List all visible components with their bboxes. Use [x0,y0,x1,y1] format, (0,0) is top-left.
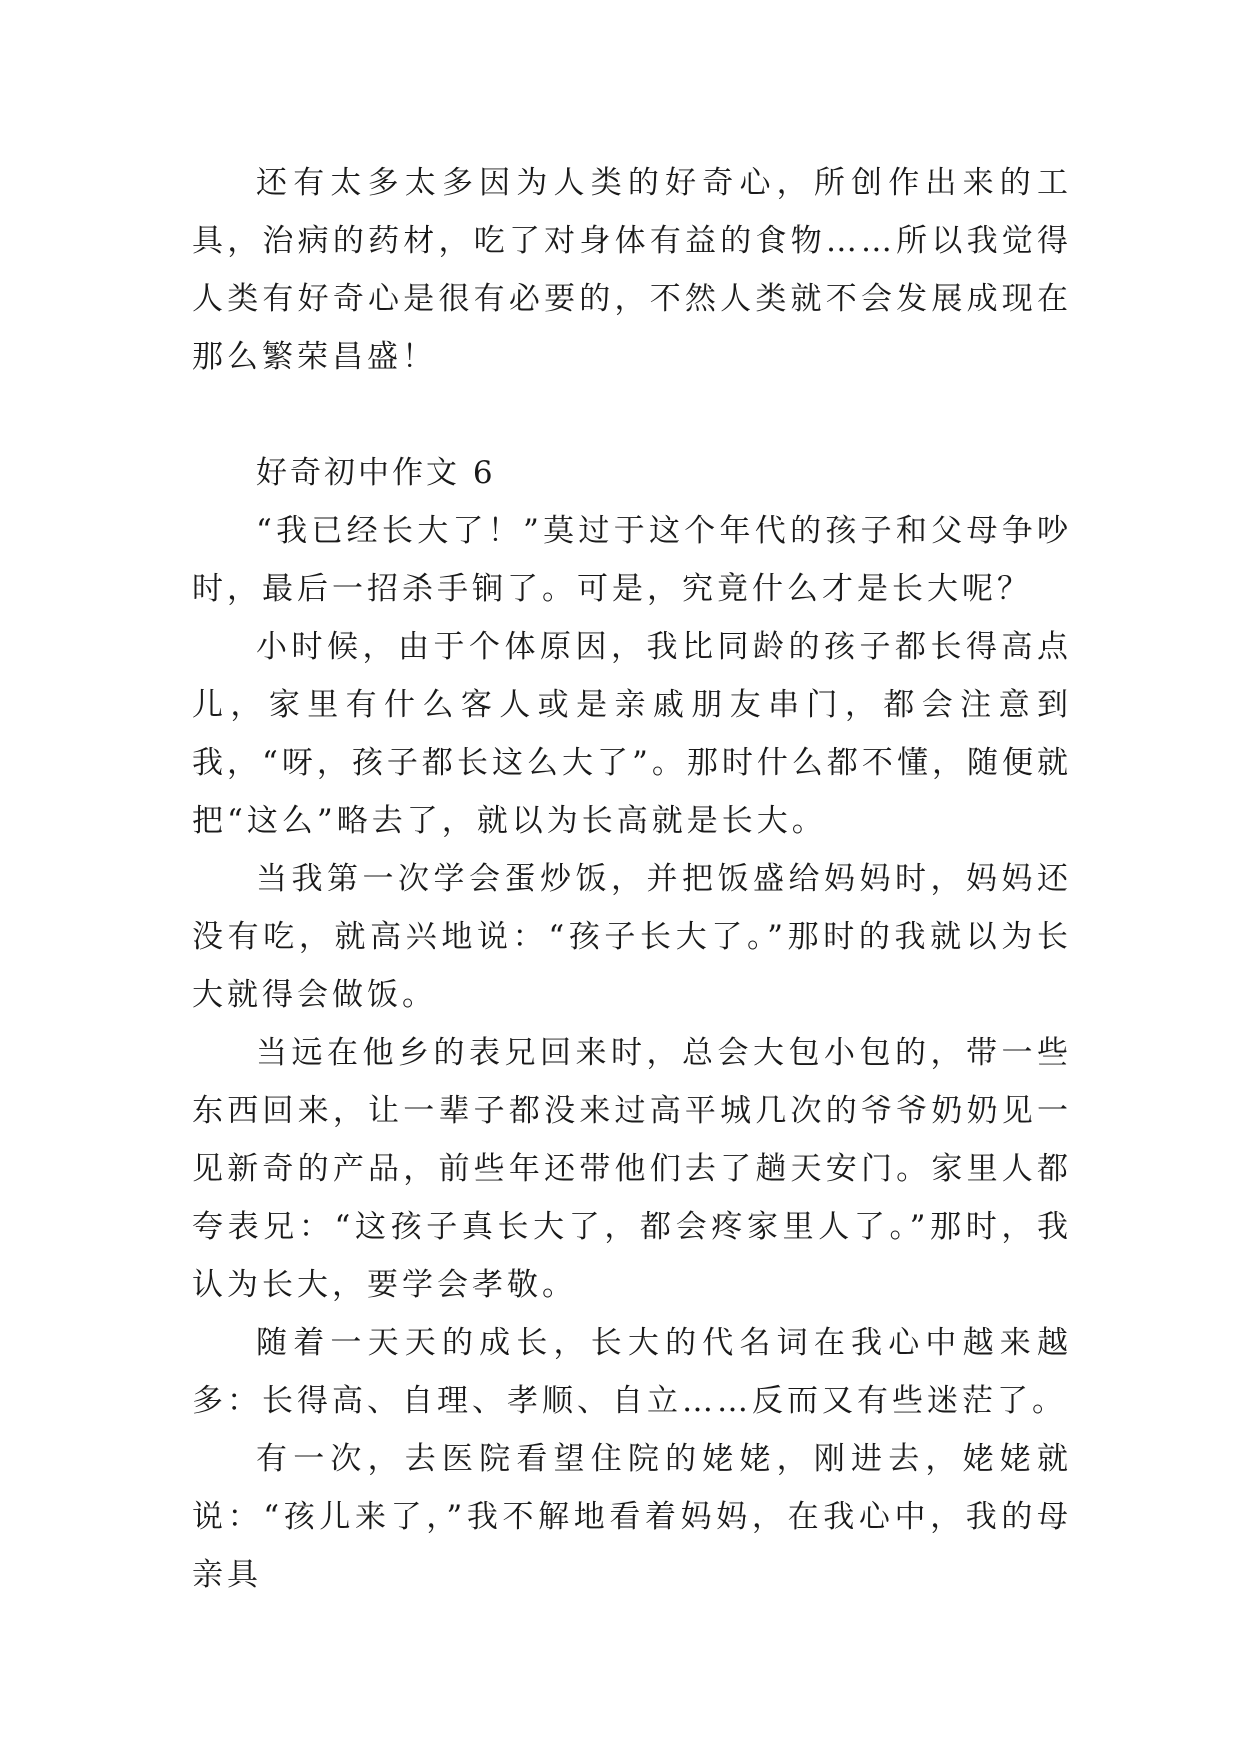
paragraph: 当我第一次学会蛋炒饭，并把饭盛给妈妈时，妈妈还没有吃，就高兴地说：“孩子长大了。”那时的我就以为长大就得会做饭。 [192,861,1072,1013]
paragraph: 随着一天天的成长，长大的代名词在我心中越来越多：长得高、自理、孝顺、自立……反而又有些迷茫了。 [192,1325,1072,1419]
document-body [192,154,1072,1604]
paragraph: 小时候，由于个体原因，我比同龄的孩子都长得高点儿，家里有什么客人或是亲戚朋友串门，都会注意到我，“呀，孩子都长这么大了”。那时什么都不懂，随便就把“这么”略去了，就以为长高就是长大。 [192,629,1072,839]
paragraph: 有一次，去医院看望住院的姥姥，刚进去，姥姥就说：“孩儿来了，”我不解地看着妈妈，在我心中，我的母亲具 [192,1441,1072,1593]
paragraph: “我已经长大了！”莫过于这个年代的孩子和父母争吵时，最后一招杀手锏了。可是，究竟什么才是长大呢？ [192,513,1072,607]
paragraph: 当远在他乡的表兄回来时，总会大包小包的，带一些东西回来，让一辈子都没来过高平城几次的爷爷奶奶见一见新奇的产品，前些年还带他们去了趟天安门。家里人都夸表兄：“这孩子真长大了，都会疼家里人了。”那时，我认为长大，要学会孝敬。 [192,1035,1072,1303]
essay-heading: 好奇初中作文 6 [256,455,496,491]
paragraph: 还有太多太多因为人类的好奇心，所创作出来的工具，治病的药材，吃了对身体有益的食物……所以我觉得人类有好奇心是很有必要的，不然人类就不会发展成现在那么繁荣昌盛！ [192,165,1072,375]
